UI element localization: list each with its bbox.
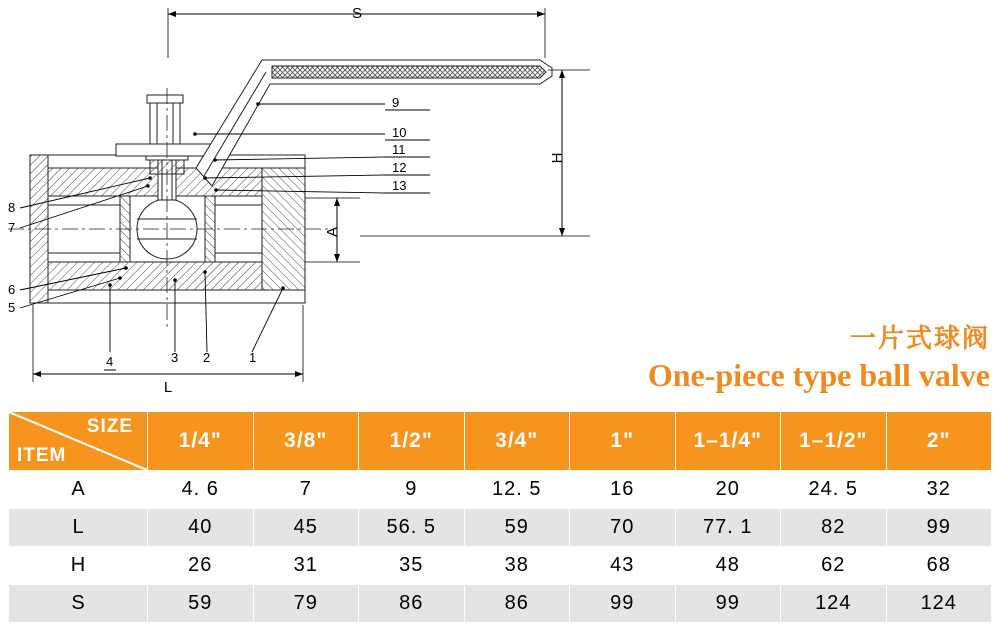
table-corner-cell — [9, 412, 148, 471]
table-row — [9, 509, 992, 547]
cell-l-3: 59 — [464, 509, 570, 547]
callout-10: 10 — [392, 125, 407, 140]
column-header-1: 3/8" — [253, 412, 359, 471]
cell-a-1: 7 — [253, 471, 359, 509]
column-header-3: 3/4" — [464, 412, 570, 471]
cell-s-0: 59 — [148, 585, 254, 623]
cell-h-7: 68 — [886, 547, 992, 585]
cell-s-3: 86 — [464, 585, 570, 623]
table-item-label: ITEM — [17, 445, 67, 466]
table-header-row — [9, 412, 992, 471]
row-label-l: L — [9, 509, 148, 547]
callout-8: 8 — [8, 200, 16, 215]
cell-l-4: 70 — [570, 509, 676, 547]
column-header-5: 1–1/4" — [675, 412, 781, 471]
callout-4: 4 — [106, 354, 114, 369]
callout-1: 1 — [249, 350, 257, 365]
cell-a-7: 32 — [886, 471, 992, 509]
row-label-s: S — [9, 585, 148, 623]
callout-7: 7 — [8, 220, 16, 235]
row-label-h: H — [9, 547, 148, 585]
cell-h-3: 38 — [464, 547, 570, 585]
column-header-4: 1" — [570, 412, 676, 471]
cell-a-4: 16 — [570, 471, 676, 509]
cell-s-7: 124 — [886, 585, 992, 623]
callout-12: 12 — [392, 160, 407, 175]
callout-11: 11 — [392, 142, 406, 157]
cell-a-0: 4. 6 — [148, 471, 254, 509]
callout-2: 2 — [203, 350, 211, 365]
column-header-7: 2" — [886, 412, 992, 471]
cell-s-1: 79 — [253, 585, 359, 623]
callout-6: 6 — [8, 282, 16, 297]
cell-h-2: 35 — [359, 547, 465, 585]
table-row — [9, 547, 992, 585]
table-size-label: SIZE — [86, 416, 133, 437]
table-row — [9, 585, 992, 623]
title-block — [470, 325, 990, 394]
cell-l-2: 56. 5 — [359, 509, 465, 547]
cell-a-6: 24. 5 — [781, 471, 887, 509]
specification-table — [8, 411, 992, 623]
cell-l-7: 99 — [886, 509, 992, 547]
callout-3: 3 — [171, 350, 179, 365]
cell-s-5: 99 — [675, 585, 781, 623]
column-header-0: 1/4" — [148, 412, 254, 471]
cell-h-5: 48 — [675, 547, 781, 585]
dimension-label-l: L — [163, 379, 173, 396]
callout-5: 5 — [8, 300, 16, 315]
cell-a-3: 12. 5 — [464, 471, 570, 509]
dimension-label-h: H — [549, 152, 566, 164]
column-header-6: 1–1/2" — [781, 412, 887, 471]
cell-s-4: 99 — [570, 585, 676, 623]
table-header — [9, 412, 992, 471]
row-label-a: A — [9, 471, 148, 509]
cell-a-2: 9 — [359, 471, 465, 509]
table-body — [9, 471, 992, 623]
callout-9: 9 — [392, 95, 400, 110]
cell-s-6: 124 — [781, 585, 887, 623]
cell-s-2: 86 — [359, 585, 465, 623]
cell-a-5: 20 — [675, 471, 781, 509]
column-header-2: 1/2" — [359, 412, 465, 471]
cell-h-0: 26 — [148, 547, 254, 585]
dimension-label-s: S — [351, 5, 363, 22]
cell-l-1: 45 — [253, 509, 359, 547]
cell-l-6: 82 — [781, 509, 887, 547]
title-english: One-piece type ball valve — [647, 356, 990, 393]
cell-l-0: 40 — [148, 509, 254, 547]
dimension-label-a: A — [324, 226, 341, 238]
title-chinese: 一片式球阀 — [849, 324, 990, 354]
cell-l-5: 77. 1 — [675, 509, 781, 547]
cell-h-6: 62 — [781, 547, 887, 585]
table-row — [9, 471, 992, 509]
cell-h-4: 43 — [570, 547, 676, 585]
callout-13: 13 — [392, 178, 407, 193]
cell-h-1: 31 — [253, 547, 359, 585]
